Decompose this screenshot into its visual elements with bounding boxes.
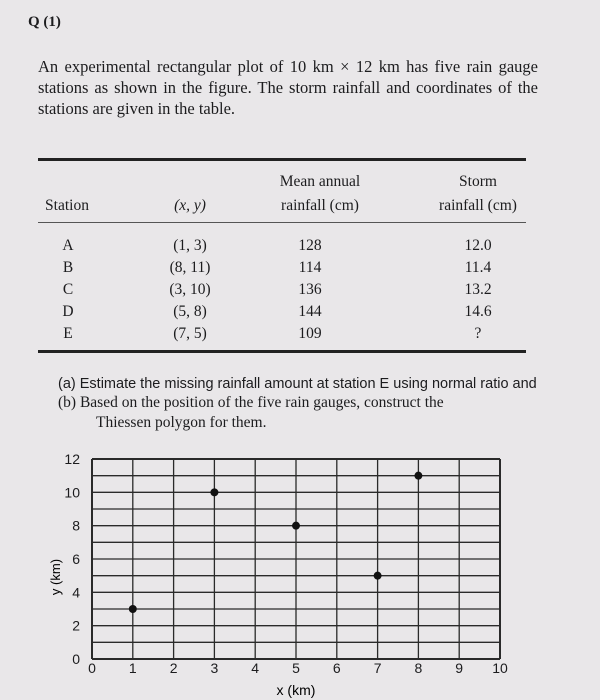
- y-tick-label: 8: [72, 517, 80, 534]
- x-tick-label: 7: [373, 660, 382, 676]
- x-tick-label: 6: [332, 660, 341, 676]
- header-storm-line2: rainfall (cm): [439, 197, 517, 214]
- table-bottom-rule: [38, 350, 526, 353]
- cell-mean-annual: 109: [298, 325, 322, 342]
- station-point-a: [129, 605, 137, 613]
- y-tick-label: 10: [64, 484, 80, 501]
- station-point-e: [374, 572, 382, 580]
- y-axis-label: y (km): [48, 558, 63, 596]
- y-tick-label: 6: [72, 551, 80, 567]
- question-intro: An experimental rectangular plot of 10 km × 12 km has five rain gauge stations as shown in the figure. The storm rainfall and coordinates of the stations are given in the table.: [38, 57, 538, 118]
- cell-storm: ?: [474, 325, 482, 342]
- table-header-rule: [38, 222, 526, 223]
- cell-storm: 14.6: [464, 303, 492, 320]
- cell-mean-annual: 128: [298, 237, 322, 254]
- x-axis-label: x (km): [276, 682, 316, 698]
- cell-station: E: [63, 325, 73, 342]
- part-b-line1: (b) Based on the position of the five rain gauges, construct the: [58, 394, 444, 411]
- cell-storm: 13.2: [464, 281, 492, 298]
- cell-station: A: [62, 237, 74, 254]
- x-tick-label: 2: [169, 660, 178, 676]
- header-mean-annual-line1: Mean annual: [279, 173, 361, 190]
- header-coords: (x, y): [174, 197, 206, 214]
- x-tick-label: 4: [251, 660, 260, 676]
- question-parts: [58, 376, 598, 433]
- x-tick-label: 10: [492, 660, 508, 676]
- y-tick-label: 2: [72, 617, 80, 634]
- table-top-rule: [38, 158, 526, 161]
- cell-coords: (7, 5): [173, 325, 207, 342]
- cell-coords: (3, 10): [169, 281, 211, 298]
- cell-coords: (5, 8): [173, 303, 207, 320]
- station-point-d: [292, 522, 300, 530]
- question-number: Q (1): [28, 14, 61, 30]
- chart-grid: [92, 459, 500, 659]
- cell-station: C: [62, 281, 74, 298]
- y-tick-label: 0: [72, 651, 80, 667]
- cell-mean-annual: 136: [298, 281, 322, 298]
- cell-mean-annual: 114: [298, 259, 322, 276]
- cell-storm: 11.4: [464, 259, 492, 276]
- x-tick-label: 0: [88, 660, 96, 676]
- station-point-c: [210, 488, 218, 496]
- part-a: (a) Estimate the missing rainfall amount at station E using normal ratio and: [58, 376, 537, 392]
- cell-coords: (8, 11): [169, 259, 211, 276]
- header-station: Station: [45, 197, 89, 214]
- station-point-b: [414, 472, 422, 480]
- part-b-line2: Thiessen polygon for them.: [96, 414, 267, 431]
- station-grid-chart: [0, 440, 600, 700]
- x-tick-label: 8: [414, 660, 423, 676]
- cell-storm: 12.0: [464, 237, 492, 254]
- x-tick-label: 5: [292, 660, 300, 676]
- cell-coords: (1, 3): [173, 237, 207, 254]
- x-tick-label: 3: [210, 660, 219, 676]
- cell-station: B: [62, 259, 74, 276]
- x-tick-label: 9: [455, 660, 464, 676]
- cell-mean-annual: 144: [298, 303, 322, 320]
- header-storm-line1: Storm: [459, 173, 497, 190]
- x-tick-label: 1: [128, 660, 137, 676]
- y-tick-label: 4: [72, 584, 80, 601]
- y-tick-label: 12: [64, 451, 80, 467]
- cell-station: D: [62, 303, 74, 320]
- part-b: [58, 393, 598, 433]
- header-mean-annual-line2: rainfall (cm): [281, 197, 359, 214]
